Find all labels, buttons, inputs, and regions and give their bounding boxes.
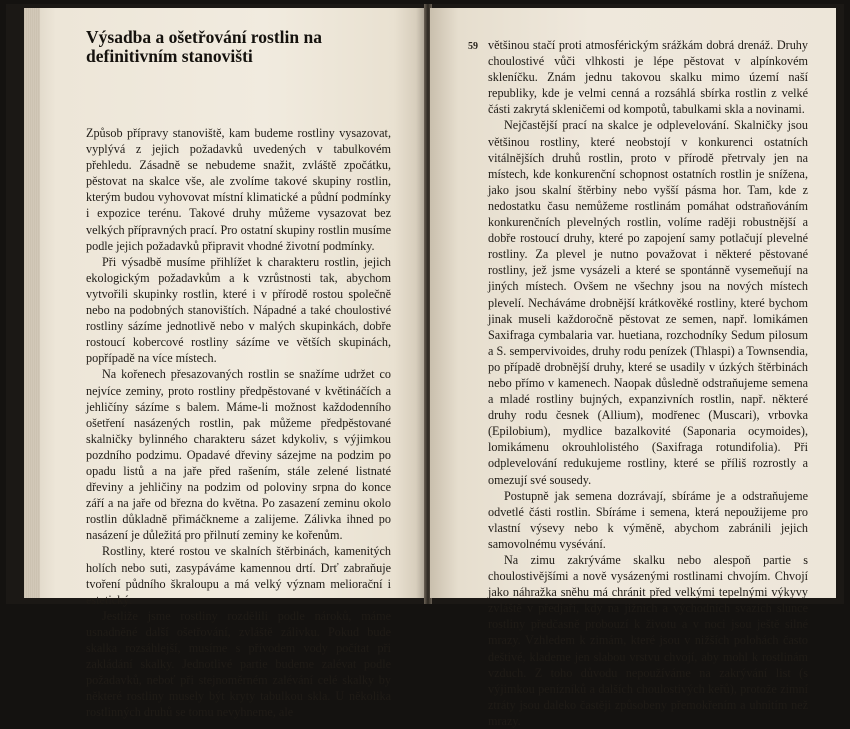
left-page [24,8,426,720]
paragraph: Při výsadbě musíme přihlížet k charakteru rostlin, jejich ekologickým požadavkům a k vzrůstnosti tak, abychom vytvořili skupinky rostlin, které i v přírodě rostou společně nebo na podobných stanovištích. Nápadné a také choulostivé rostliny sázíme jednotlivě nebo v malých skupinkách, dobře rostoucí kobercové rostliny sázíme ve větších skupinách, popřípadě na více místech. [86,254,391,366]
right-page-body [488,37,808,729]
right-page [430,8,836,728]
paragraph: Rostliny, které rostou ve skalních štěrbinách, kamenitých holích nebo suti, zasypáváme kamennou drtí. Drť zabraňuje tvoření půdního škraloupu a má velký význam meliorační i estetický. [86,544,391,607]
chapter-heading: Výsadba a ošetřování rostlin na definitivním stanovišti [86,27,322,66]
paragraph: Způsob přípravy stanoviště, kam budeme rostliny vysazovat, vyplývá z jejich požadavků uvedených v tabulkovém přehledu. Zásadně se nebudeme snažit, zvláště zpočátku, pěstovat na skalce vše, ale zvolíme takové skupiny rostlin, kterým budou vyhovovat místní klimatické a půdní podmínky i expozice terénu. Takové druhy můžeme vysazovat bez velkých přípravných prací. Pro ostatní skupiny rostlin musíme podle jejich požadavků připravit vhodné životní podmínky. [86,126,391,253]
paragraph: Postupně jak semena dozrávají, sbíráme je a odstraňujeme odvetlé části rostlin. Sbíráme i semena, která nepoužijeme pro vlastní výsevy nebo k výměně, abychom zabránili jejich samovolnému vysévání. [488,488,808,551]
left-page-body [86,125,391,720]
paragraph: Jestliže jsme rostliny rozdělili podle nároků, máme usnadněné další ošetřování, zvláště zálivku. Pokud bude skalka rozsáhlejší, musíme s přívodem vody počítat při zakládání skalky. Jednotlivé partie budeme zalévat podle požadavků, neboť při stejnoměrném zalévání celé skalky by některé rostliny musely být kryty tabulkou skla. U několika rostlinných druhů se tomu nevyhneme, ale [86,608,391,720]
open-book [6,4,844,728]
page-edge-stack [24,8,40,598]
page-number: 59 [468,41,478,52]
paragraph: Nejčastější prací na skalce je odplevelování. Skalničky jsou většinou rostliny, které neobstojí v konkurenci ostatních vitálnějších druhů rostlin, proto v přírodě přetrvaly jen na místech, kde konkurenční schopnost ostatních rostlin je snížena, jako jsou skalní štěrbiny nebo vyšší pásma hor. Tam, kde z nedostatku času nemůžeme rostlinám pomáhat odstraňováním konkurenčních plevelných rostlin, volíme raději robustnější a dobře rostoucí druhy, které po zapojení samy potlačují plevelné rostliny. Za plevel je nutno považovat i některé pěstované rostliny, jež jsme vysázeli a které se spontánně vysemeňují na jiných místech. Ovšem ne všechny jsou na nových místech plevelí. Necháváme drobnější krátkověké rostliny, které bychom jinak museli každoročně pěstovat ze semen, např. lomikámen Saxifraga cymbalaria var. huetiana, rozchodníky Sedum pilosum a S. sempervivoides, druhy rodu penízek (Thlaspi) a Townsendia, po případě drobnější druhy, které se usadily v úzkých štěrbinách nebo přímo v kamenech. Naopak důsledně odstraňujeme semena a mladé rostliny bujných, expanzivních rostlin, např. některé druhy rodu česnek (Allium), modřenec (Muscari), vrbovka (Epilobium), mydlice bazalkovité (Saponaria ocymoides), lomikámenu okrouhlolistého (Saxifraga rotundifolia). Při odplevelování redukujeme rostliny, které se příliš rozrostly a omezují své sousedy. [488,118,808,487]
paragraph: většinou stačí proti atmosférickým srážkám dobrá drenáž. Druhy choulostivé vůči vlhkosti je lépe pěstovat v alpínkovém skleníčku. Znám jednu takovou skalku mimo území naší republiky, kde je velmi cenná a rozsáhlá sbírka rostlin z velké části zakrytá skleničemi od kompotů, tabulkami skla a novinami. [488,38,808,117]
paragraph: Na kořenech přesazovaných rostlin se snažíme udržet co nejvíce zeminy, proto rostliny předpěstované v květináčích a jehličíny sázíme s balem. Máme-li možnost každodenního ošetření nasázených rostlin, pak můžeme předpěstované skalničky bylinného charakteru sázet kdykoliv, s výjimkou pozdního podzimu. Opadavé dřeviny sázejme na podzim po opadu listů a na jaře před rašením, stále zelené listnaté dřeviny a jehličiny na podzim od poloviny srpna do konce září a na jaře od března do května. Po zasazení zeminu okolo rostlin důkladně přimáčkneme a zalijeme. Zálivka ihned po nasázení je důležitá pro přilnutí zeminy ke kořenům. [86,367,391,543]
paragraph: Na zimu zakrýváme skalku nebo alespoň partie s choulostivějšími a nově vysázenými rostlinami chvojím. Chvojí jako náhražka sněhu má chránit před velkými tepelnými výkyvy zvláště v předjaří, kdy na jižních a východních svazích slunce rostliny předčasně probouzí k životu a v noci jsou ještě silné mrazy. Vzhledem k zimám, které jsou v nižších polohách často deštivé, klademe jen slabou vrstvu chvojí, aby mohl k rostlinám vzduch. Z toho důvodu nepoužíváme na zakrývání list (s výjimkou penízníků a dalších choulostivých keřů), protože zimní ztráty jsou daleko častěji způsobeny přemokřením a uhnitím než mrazy. [488,553,808,728]
